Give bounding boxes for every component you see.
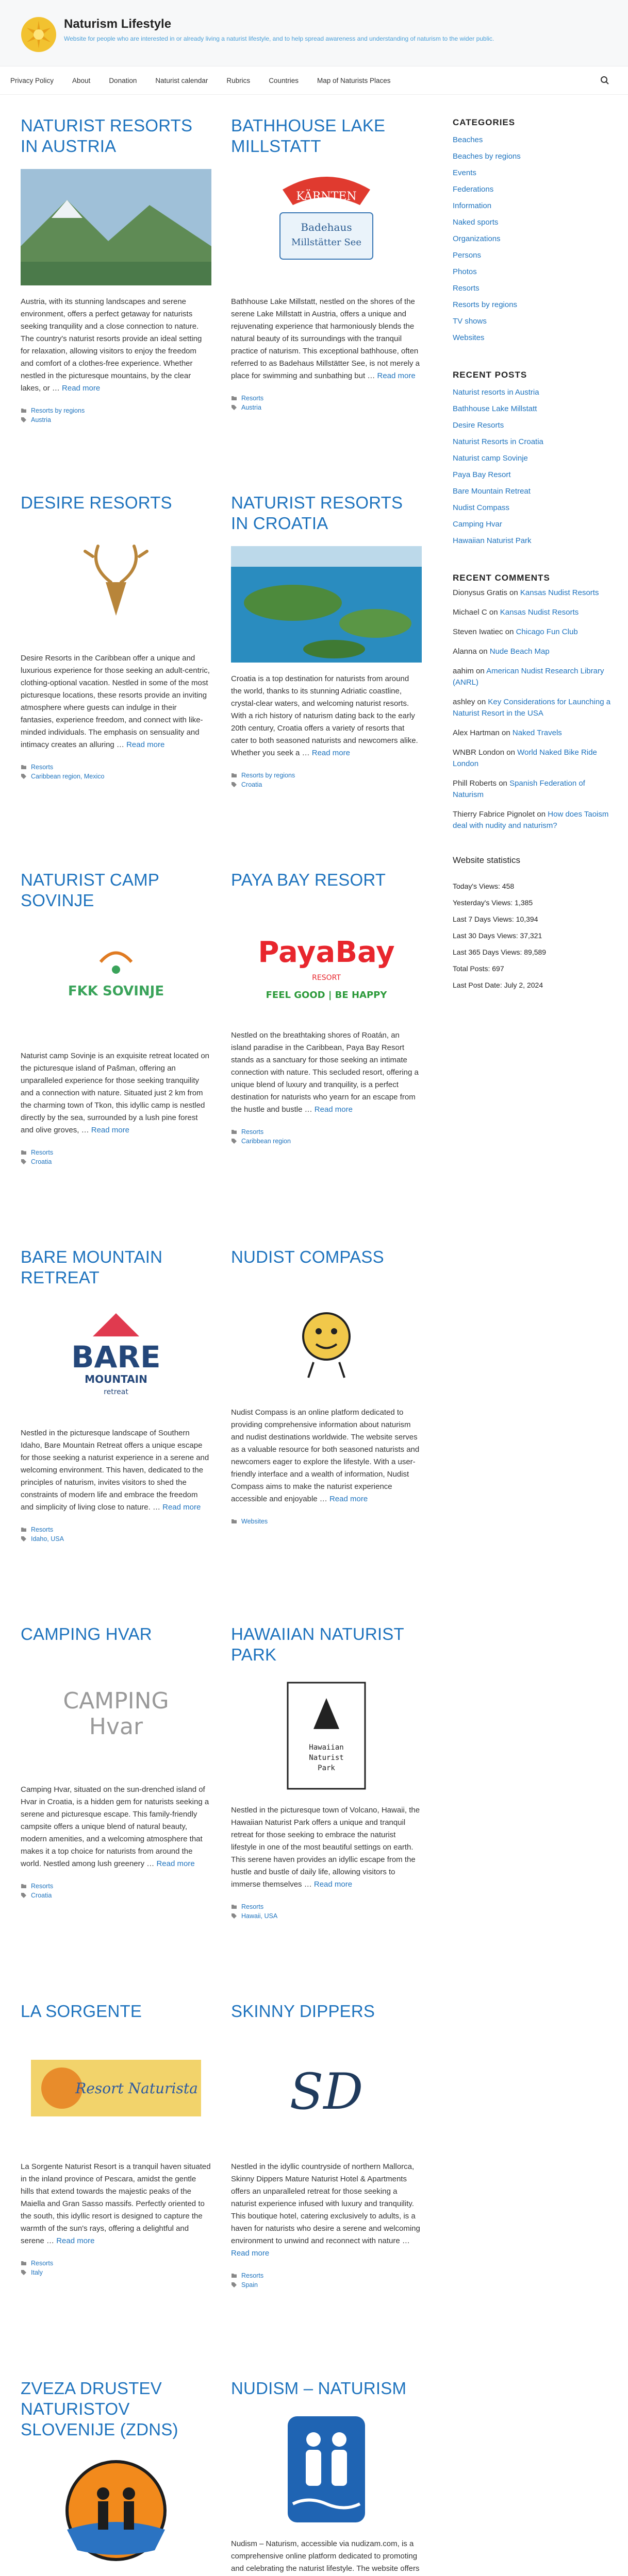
tag-icon xyxy=(231,782,237,788)
comment-author: WNBR London xyxy=(453,748,505,757)
post-tag[interactable]: Caribbean region, Mexico xyxy=(31,773,105,780)
recent-post-link[interactable]: Nudist Compass xyxy=(453,503,510,512)
recent-post-link[interactable]: Desire Resorts xyxy=(453,421,504,430)
post-excerpt: Nudist Compass is an online platform dedicated to providing comprehensive information about naturism and nudist destinations worldwide. The website serves as a valuable resource for both seasoned naturists and newcomers eager to explore the lifestyle. With a user-friendly interface and a wealth of information, Nudist Compass aims to make the naturist experience accessible and enjoyable … Read more xyxy=(231,1408,420,1503)
post-meta xyxy=(21,1148,211,1166)
post-thumbnail[interactable] xyxy=(231,1677,422,1794)
tag-icon xyxy=(231,1138,237,1144)
post-thumbnail[interactable] xyxy=(21,2452,211,2569)
post-title[interactable]: CAMPING HVAR xyxy=(21,1624,152,1643)
category-link[interactable]: Organizations xyxy=(453,234,501,243)
post-tag[interactable]: Austria xyxy=(31,416,51,423)
comment-author: Alex Hartman xyxy=(453,728,500,737)
svg-text:Hawaiian: Hawaiian xyxy=(309,1743,344,1752)
folder-icon xyxy=(21,1883,27,1889)
post-category[interactable]: Resorts xyxy=(241,1903,264,1910)
svg-text:RESORT: RESORT xyxy=(312,974,341,982)
recent-comment: Dionysus Gratis on Kansas Nudist Resorts xyxy=(453,588,599,597)
nav-countries[interactable]: Countries xyxy=(269,76,299,84)
post-title[interactable]: LA SORGENTE xyxy=(21,2002,142,2021)
category-link[interactable]: Information xyxy=(453,201,492,210)
read-more-link[interactable]: Read more xyxy=(313,1880,353,1889)
svg-text:KÄRNTEN: KÄRNTEN xyxy=(296,190,357,203)
post-excerpt: Nestled in the picturesque landscape of Southern Idaho, Bare Mountain Retreat offers a unique escape for those seeking a naturist experience in a serene and welcoming environment. This haven, dedicated to the principles of naturism, invites visitors to shed the constraints of modern life and embrace the freedom and simplicity of living close to nature. … Read more xyxy=(21,1429,209,1512)
svg-text:Park: Park xyxy=(318,1764,335,1772)
post-category[interactable]: Resorts xyxy=(31,1149,54,1156)
post-title[interactable]: NATURIST RESORTS IN AUSTRIA xyxy=(21,116,193,156)
search-icon[interactable] xyxy=(600,76,609,85)
comment-post-link[interactable]: Key Considerations for Launching a Naturist Resort in the USA xyxy=(453,698,611,718)
stat-line: Last 7 Days Views: 10,394 xyxy=(453,915,538,923)
post-excerpt: Nestled in the picturesque town of Volcano, Hawaii, the Hawaiian Naturist Park offers a unique and tranquil retreat for those seeking to embrace the naturist lifestyle in one of the most beautiful settings on earth. This serene haven provides an idyllic escape from the hustle and bustle of daily life, allowing visitors to immerse themselves … Read more xyxy=(231,1806,420,1889)
svg-text:SD: SD xyxy=(289,2063,363,2121)
post-title[interactable]: ZVEZA DRUSTEV NATURISTOV SLOVENIJE (ZDNS) xyxy=(21,2379,178,2439)
post-thumbnail[interactable] xyxy=(231,903,422,1019)
post-meta xyxy=(231,1127,422,1146)
post-card xyxy=(231,870,422,1247)
post-thumbnail[interactable] xyxy=(21,1300,211,1417)
post-excerpt: Austria, with its stunning landscapes and serene environment, offers a perfect getaway for naturists seeking tranquility and a close connection to nature. The country's naturist resorts provide an ideal setting for relaxation, allowing visitors to enjoy the freedom and comfort of a clothes-free experience. Whether nestled in the picturesque mountains, by the clear lakes, or … Read more xyxy=(21,297,202,393)
recent-comment: WNBR London on World Naked Bike Ride London xyxy=(453,748,597,768)
post-card xyxy=(21,2378,211,2576)
tag-icon xyxy=(21,2269,27,2276)
post-category[interactable]: Resorts xyxy=(241,1128,264,1136)
post-meta xyxy=(231,771,422,789)
post-meta xyxy=(231,1902,422,1921)
folder-icon xyxy=(231,1904,237,1910)
read-more-link[interactable]: Read more xyxy=(231,2249,270,2258)
site-tagline: Website for people who are interested in or already living a naturist lifestyle, and to help spread awareness and understanding of naturism to the wider public. xyxy=(64,35,494,42)
read-more-link[interactable]: Read more xyxy=(329,1495,368,1503)
post-card xyxy=(21,870,211,1247)
nav-about[interactable]: About xyxy=(72,76,91,84)
comment-post-link[interactable]: Kansas Nudist Resorts xyxy=(500,608,579,617)
tag-icon xyxy=(21,773,27,779)
recent-comment: Alex Hartman on Naked Travels xyxy=(453,728,562,737)
post-excerpt: Nestled in the idyllic countryside of northern Mallorca, Skinny Dippers Mature Naturist Hotel & Apartments offers an unparalleled retreat for those seeking a naturist experience infused with luxury and tranquility. This boutique hotel, catering exclusively to adults, is a haven for naturists who desire a serene and welcoming environment to unwind and reconnect with nature … Read more xyxy=(231,2162,420,2258)
post-thumbnail[interactable] xyxy=(231,169,422,285)
post-thumbnail[interactable] xyxy=(231,2411,422,2528)
nav-map-of-naturists-places[interactable]: Map of Naturists Places xyxy=(317,76,391,84)
post-card xyxy=(21,1247,211,1624)
post-excerpt: Camping Hvar, situated on the sun-drenched island of Hvar in Croatia, is a hidden gem for naturists seeking a serene and picturesque escape. This family-friendly campsite offers a unique blend of natural beauty, modern amenities, and a welcoming atmosphere that makes it a top choice for naturists from around the world. Nestled among lush greenery … Read more xyxy=(21,1785,209,1868)
sidebar xyxy=(453,115,618,2576)
recent-post-link[interactable]: Hawaiian Naturist Park xyxy=(453,536,532,545)
site-logo[interactable] xyxy=(21,16,57,53)
tag-icon xyxy=(21,417,27,423)
comment-author: Phill Roberts xyxy=(453,779,497,788)
post-category[interactable]: Resorts xyxy=(31,764,54,771)
post-category[interactable]: Websites xyxy=(241,1518,268,1525)
category-link[interactable]: Naked sports xyxy=(453,218,499,227)
post-excerpt: Croatia is a top destination for naturists from around the world, thanks to its stunning Adriatic coastline, crystal-clear waters, and welcoming naturist resorts. With a rich history of naturism dating back to the early 20th century, Croatia offers a variety of resorts that cater to both seasoned naturists and newcomers alike. Whether you seek a … Read more xyxy=(231,674,418,757)
recent-post-link[interactable]: Paya Bay Resort xyxy=(453,470,511,479)
post-tag[interactable]: Croatia xyxy=(241,781,262,788)
category-link[interactable]: Persons xyxy=(453,251,482,260)
comment-post-link[interactable]: How does Taoism deal with nudity and naturism? xyxy=(453,810,609,830)
post-category[interactable]: Resorts xyxy=(31,1526,54,1533)
comment-post-link[interactable]: Kansas Nudist Resorts xyxy=(520,588,599,597)
recent-posts-widget xyxy=(453,370,618,549)
post-meta xyxy=(231,394,422,412)
widget-title: CATEGORIES xyxy=(453,117,516,127)
folder-icon xyxy=(21,764,27,770)
nav-donation[interactable]: Donation xyxy=(109,76,137,84)
post-tag[interactable]: Austria xyxy=(241,404,261,411)
post-title[interactable]: DESIRE RESORTS xyxy=(21,493,172,512)
recent-comments-widget xyxy=(453,573,618,832)
post-card xyxy=(21,115,211,493)
folder-icon xyxy=(231,395,237,401)
post-card xyxy=(231,493,422,870)
post-thumbnail[interactable] xyxy=(21,526,211,642)
post-meta xyxy=(21,762,211,781)
read-more-link[interactable]: Read more xyxy=(314,1105,353,1114)
post-thumbnail[interactable] xyxy=(21,169,211,285)
stat-line: Last 365 Days Views: 89,589 xyxy=(453,948,547,956)
read-more-link[interactable]: Read more xyxy=(377,371,416,380)
post-card xyxy=(231,2378,422,2576)
svg-text:Badehaus: Badehaus xyxy=(301,221,352,233)
svg-text:Millstätter See: Millstätter See xyxy=(291,237,361,248)
post-title[interactable]: NATURIST CAMP SOVINJE xyxy=(21,870,159,910)
widget-title: RECENT POSTS xyxy=(453,370,527,380)
site-header xyxy=(0,0,628,66)
post-thumbnail[interactable] xyxy=(231,2034,422,2150)
widget-title: Website statistics xyxy=(453,855,521,865)
svg-text:BARE: BARE xyxy=(71,1340,161,1375)
post-tag[interactable]: Idaho, USA xyxy=(31,1535,64,1543)
svg-text:MOUNTAIN: MOUNTAIN xyxy=(85,1373,147,1385)
post-meta xyxy=(21,406,211,425)
recent-comment: Alanna on Nude Beach Map xyxy=(453,647,550,656)
svg-text:Naturist: Naturist xyxy=(309,1754,344,1762)
recent-comment: Thierry Fabrice Pignolet on How does Taoism deal with nudity and naturism? xyxy=(453,810,609,830)
tag-icon xyxy=(21,1536,27,1542)
post-thumbnail[interactable] xyxy=(231,1280,422,1396)
post-meta xyxy=(21,2259,211,2277)
comment-post-link[interactable]: Nude Beach Map xyxy=(489,647,550,656)
post-excerpt: Bathhouse Lake Millstatt, nestled on the shores of the serene Lake Millstatt in Austria, offers a unique and rejuvenating experience that harmoniously blends the natural beauty of its surroundings with the tranquil practice of naturism. This exceptional bathhouse, often referred to as Badehaus Millstätter See, is not merely a place for swimming and sunbathing but … Read more xyxy=(231,297,420,380)
tag-icon xyxy=(231,1913,237,1919)
svg-text:retreat: retreat xyxy=(104,1388,128,1396)
post-category[interactable]: Resorts xyxy=(241,395,264,402)
post-tag[interactable]: Spain xyxy=(241,2281,258,2289)
recent-comment: Michael C on Kansas Nudist Resorts xyxy=(453,608,579,617)
post-tag[interactable]: Caribbean region xyxy=(241,1138,291,1145)
category-link[interactable]: Resorts by regions xyxy=(453,300,518,309)
posts-grid xyxy=(21,115,422,2576)
svg-text:Resort Naturista: Resort Naturista xyxy=(75,2080,198,2097)
widget-title: RECENT COMMENTS xyxy=(453,573,550,583)
post-excerpt: Nestled on the breathtaking shores of Roatán, an island paradise in the Caribbean, Paya Bay Resort stands as a sanctuary for those seeking an intimate connection with nature. This secluded resort, offering a unique blend of luxury and tranquility, is a perfect destination for naturists who yearn for an escape from the hustle and bustle … Read more xyxy=(231,1031,419,1114)
tag-icon xyxy=(21,1159,27,1165)
comment-author: Alanna xyxy=(453,647,477,656)
recent-post-link[interactable]: Naturist camp Sovinje xyxy=(453,454,528,463)
folder-icon xyxy=(21,1149,27,1156)
post-meta xyxy=(21,1525,211,1544)
svg-text:PayaBay: PayaBay xyxy=(258,936,395,969)
post-card xyxy=(231,1624,422,2001)
post-title[interactable]: PAYA BAY RESORT xyxy=(231,870,386,889)
post-category[interactable]: Resorts xyxy=(241,2272,264,2279)
post-title[interactable]: NUDIST COMPASS xyxy=(231,1247,384,1266)
post-title[interactable]: BARE MOUNTAIN RETREAT xyxy=(21,1247,163,1287)
post-card xyxy=(231,115,422,493)
post-card xyxy=(21,493,211,870)
post-title[interactable]: HAWAIIAN NATURIST PARK xyxy=(231,1624,404,1664)
read-more-link[interactable]: Read more xyxy=(62,384,101,393)
stat-line: Yesterday's Views: 1,385 xyxy=(453,899,533,907)
post-title[interactable]: NATURIST RESORTS IN CROATIA xyxy=(231,493,403,533)
recent-post-link[interactable]: Camping Hvar xyxy=(453,520,502,529)
comment-post-link[interactable]: American Nudist Research Library (ANRL) xyxy=(453,667,604,687)
tag-icon xyxy=(231,404,237,411)
category-link[interactable]: Resorts xyxy=(453,284,480,293)
recent-post-link[interactable]: Bare Mountain Retreat xyxy=(453,487,531,496)
nav-naturist-calendar[interactable]: Naturist calendar xyxy=(155,76,208,84)
folder-icon xyxy=(21,1527,27,1533)
categories-widget xyxy=(453,117,618,346)
post-title[interactable]: BATHHOUSE LAKE MILLSTATT xyxy=(231,116,386,156)
folder-icon xyxy=(231,2273,237,2279)
read-more-link[interactable]: Read more xyxy=(91,1126,129,1134)
comment-post-link[interactable]: World Naked Bike Ride London xyxy=(453,748,597,768)
post-tag[interactable]: Italy xyxy=(31,2269,43,2276)
content-area xyxy=(0,95,628,2576)
svg-text:FEEL GOOD | BE HAPPY: FEEL GOOD | BE HAPPY xyxy=(266,990,387,1001)
recent-comment: aahim on American Nudist Research Library (ANRL) xyxy=(453,667,604,687)
post-thumbnail[interactable] xyxy=(21,2034,211,2150)
read-more-link[interactable]: Read more xyxy=(162,1503,201,1512)
category-link[interactable]: Websites xyxy=(453,333,485,342)
comment-post-link[interactable]: Spanish Federation of Naturism xyxy=(453,779,585,799)
post-category[interactable]: Resorts by regions xyxy=(31,407,85,414)
comment-author: aahim xyxy=(453,667,474,675)
post-excerpt: Nudism – Naturism, accessible via nudizam.com, is a comprehensive online platform dedicated to promoting and celebrating the naturist lifestyle. The website offers xyxy=(231,2539,420,2573)
category-link[interactable]: Federations xyxy=(453,185,494,194)
read-more-link[interactable]: Read more xyxy=(156,1859,195,1868)
recent-post-link[interactable]: Bathhouse Lake Millstatt xyxy=(453,404,537,413)
comment-author: Dionysus Gratis xyxy=(453,588,507,597)
website-statistics-widget xyxy=(453,855,618,993)
post-thumbnail[interactable] xyxy=(231,546,422,663)
post-excerpt: Naturist camp Sovinje is an exquisite retreat located on the picturesque island of Pašman, offering an unparalleled experience for those seeking tranquility and a connection with nature. Situated just 2 km from the charming town of Tkon, this idyllic camp is nestled directly by the sea, surrounded by a lush pine forest and olive groves, … Read more xyxy=(21,1052,210,1134)
comment-author: Thierry Fabrice Pignolet xyxy=(453,810,535,819)
recent-comment: ashley on Key Considerations for Launching a Naturist Resort in the USA xyxy=(453,698,611,718)
post-category[interactable]: Resorts xyxy=(31,1883,54,1890)
site-branding xyxy=(21,16,607,53)
post-card xyxy=(231,2001,422,2378)
comment-author: ashley xyxy=(453,698,475,706)
post-tag[interactable]: Croatia xyxy=(31,1892,52,1899)
nav-privacy-policy[interactable]: Privacy Policy xyxy=(10,76,54,84)
post-tag[interactable]: Hawaii, USA xyxy=(241,1912,278,1920)
post-title[interactable]: SKINNY DIPPERS xyxy=(231,2002,375,2021)
comment-post-link[interactable]: Chicago Fun Club xyxy=(516,628,578,636)
post-category[interactable]: Resorts xyxy=(31,2260,54,2267)
stat-line: Today's Views: 458 xyxy=(453,882,515,890)
read-more-link[interactable]: Read more xyxy=(126,740,165,749)
recent-comment: Steven Iwatiec on Chicago Fun Club xyxy=(453,628,578,636)
comment-author: Steven Iwatiec xyxy=(453,628,503,636)
post-title[interactable]: NUDISM – NATURISM xyxy=(231,2379,407,2398)
read-more-link[interactable]: Read more xyxy=(311,749,350,757)
read-more-link[interactable]: Read more xyxy=(56,2236,95,2245)
recent-post-link[interactable]: Naturist resorts in Austria xyxy=(453,388,539,397)
stat-line: Last Post Date: July 2, 2024 xyxy=(453,981,543,989)
comment-post-link[interactable]: Naked Travels xyxy=(512,728,562,737)
post-card xyxy=(21,2001,211,2378)
stat-line: Total Posts: 697 xyxy=(453,964,504,973)
post-meta xyxy=(21,1882,211,1900)
post-category[interactable]: Resorts by regions xyxy=(241,772,295,779)
post-excerpt: La Sorgente Naturist Resort is a tranquil haven situated in the inland province of Pescara, amidst the gentle hills that extend towards the majestic peaks of the Maiella and Gran Sasso massifs. Perfectly oriented to the south, this idyllic resort is designed to capture the warmth of the sun's rays, offering a delightful and serene … Read more xyxy=(21,2162,211,2245)
post-tag[interactable]: Croatia xyxy=(31,1158,52,1165)
tag-icon xyxy=(21,1892,27,1899)
folder-icon xyxy=(21,2260,27,2266)
post-excerpt: Desire Resorts in the Caribbean offer a unique and luxurious experience for those seeking an adult-centric, clothing-optional vacation. Nestled in some of the most picturesque locations, these resorts provide an inviting atmosphere where guests can indulge in their fantasies, experience freedom, and connect with like-minded individuals. The emphasis on sensuality and intimacy creates an alluring … Read more xyxy=(21,654,210,749)
main-navigation xyxy=(0,66,628,95)
category-link[interactable]: Beaches by regions xyxy=(453,152,521,161)
svg-text:Hvar: Hvar xyxy=(89,1714,143,1740)
nav-rubrics[interactable]: Rubrics xyxy=(226,76,251,84)
category-link[interactable]: Events xyxy=(453,168,476,177)
post-card xyxy=(231,1247,422,1624)
category-link[interactable]: Beaches xyxy=(453,135,483,144)
post-meta xyxy=(231,2271,422,2290)
folder-icon xyxy=(231,772,237,778)
tag-icon xyxy=(231,2282,237,2288)
post-thumbnail[interactable] xyxy=(21,923,211,1040)
category-link[interactable]: TV shows xyxy=(453,317,487,326)
folder-icon xyxy=(231,1518,237,1524)
post-thumbnail[interactable] xyxy=(21,1657,211,1773)
site-title[interactable]: Naturism Lifestyle xyxy=(64,17,172,31)
recent-post-link[interactable]: Naturist Resorts in Croatia xyxy=(453,437,543,446)
svg-text:FKK SOVINJE: FKK SOVINJE xyxy=(68,984,164,999)
comment-author: Michael C xyxy=(453,608,487,617)
svg-text:CAMPING: CAMPING xyxy=(63,1688,169,1714)
category-link[interactable]: Photos xyxy=(453,267,477,276)
post-meta xyxy=(231,1517,422,1526)
post-card xyxy=(21,1624,211,2001)
folder-icon xyxy=(231,1129,237,1135)
folder-icon xyxy=(21,408,27,414)
stat-line: Last 30 Days Views: 37,321 xyxy=(453,931,542,940)
recent-comment: Phill Roberts on Spanish Federation of Naturism xyxy=(453,779,585,799)
